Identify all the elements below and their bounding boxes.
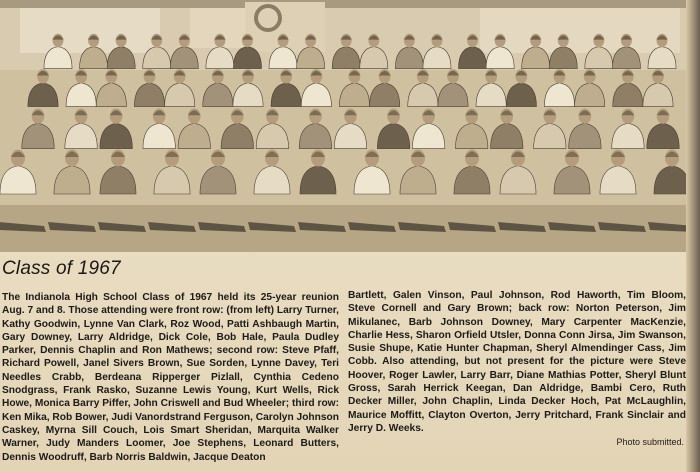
photo-credit: Photo submitted. bbox=[616, 437, 684, 447]
caption-column-left: The Indianola High School Class of 1967 held its 25-year reunion Aug. 7 and 8. Those attending were front row: (from left) Larry Turner, Kathy Goodwin, Lynne Van Clark, Roz Wood, Patti Ashbaugh Martin, Gary Downey, Larry Aldridge, Dick Cole, Bob Hale, Paula Dudley Parker, Dennis Chaplin and Ron Mathews; second row: Steve Pfaff, Richard Powell, Janel Sivers Brown, Sue Sorden, Lynne Davey, Teri Needles Crabb, Berdeana Ripperger Pizlall, Cynthia Cedeno Snodgrass, Frank Rasko, Suzanne Lewis Young, Kurt Wells, Rick Howe, Monica Barry Piffer, John Criswell and Bud Wheeler; third row: Ken Mika, Rob Bower, Judi Vanordstrand Ferguson, Carolyn Johnson Caskey, Myrna Sill Couch, Lois Smart Sheridan, Marquita Walker Warner, Judy Manders Loomer, Joe Stephens, Leonard Butters, Dennis Woodruff, Barb Norris Baldwin, Jacque Deaton bbox=[2, 292, 339, 463]
page-edge-shadow bbox=[686, 0, 700, 472]
headline: Class of 1967 bbox=[2, 258, 121, 279]
caption-column-right: Bartlett, Galen Vinson, Paul Johnson, Rod Haworth, Tim Bloom, Steve Cornell and Gary Brown; back row: Norton Peterson, Jim Mikulanec, Barb Johnson Downey, Mary Carpenter MacKenzie, Charlie Hess, Sharon Orfield Utsler, Donna Conn Jirsa, Jim Swanson, Susie Shupe, Katie Hunter Chapman, Sheryl Almendinger Cass, Jim Cobb. Also attending, but not present for the picture were Steve Hoover, Roger Lawler, Larry Barr, Diane Mathias Potter, Sheryl Blunt Gross, Sarah Herrick Keegan, Dan Aldridge, Bambi Cero, Ruth Decker Miller, John Chaplin, Linda Decker Hoch, Pat McLaughlin, Maurice Moffitt, Clayton Overton, Jerry Pritchard, Frank Sinclair and Jerry D. Weeks. bbox=[348, 290, 686, 434]
